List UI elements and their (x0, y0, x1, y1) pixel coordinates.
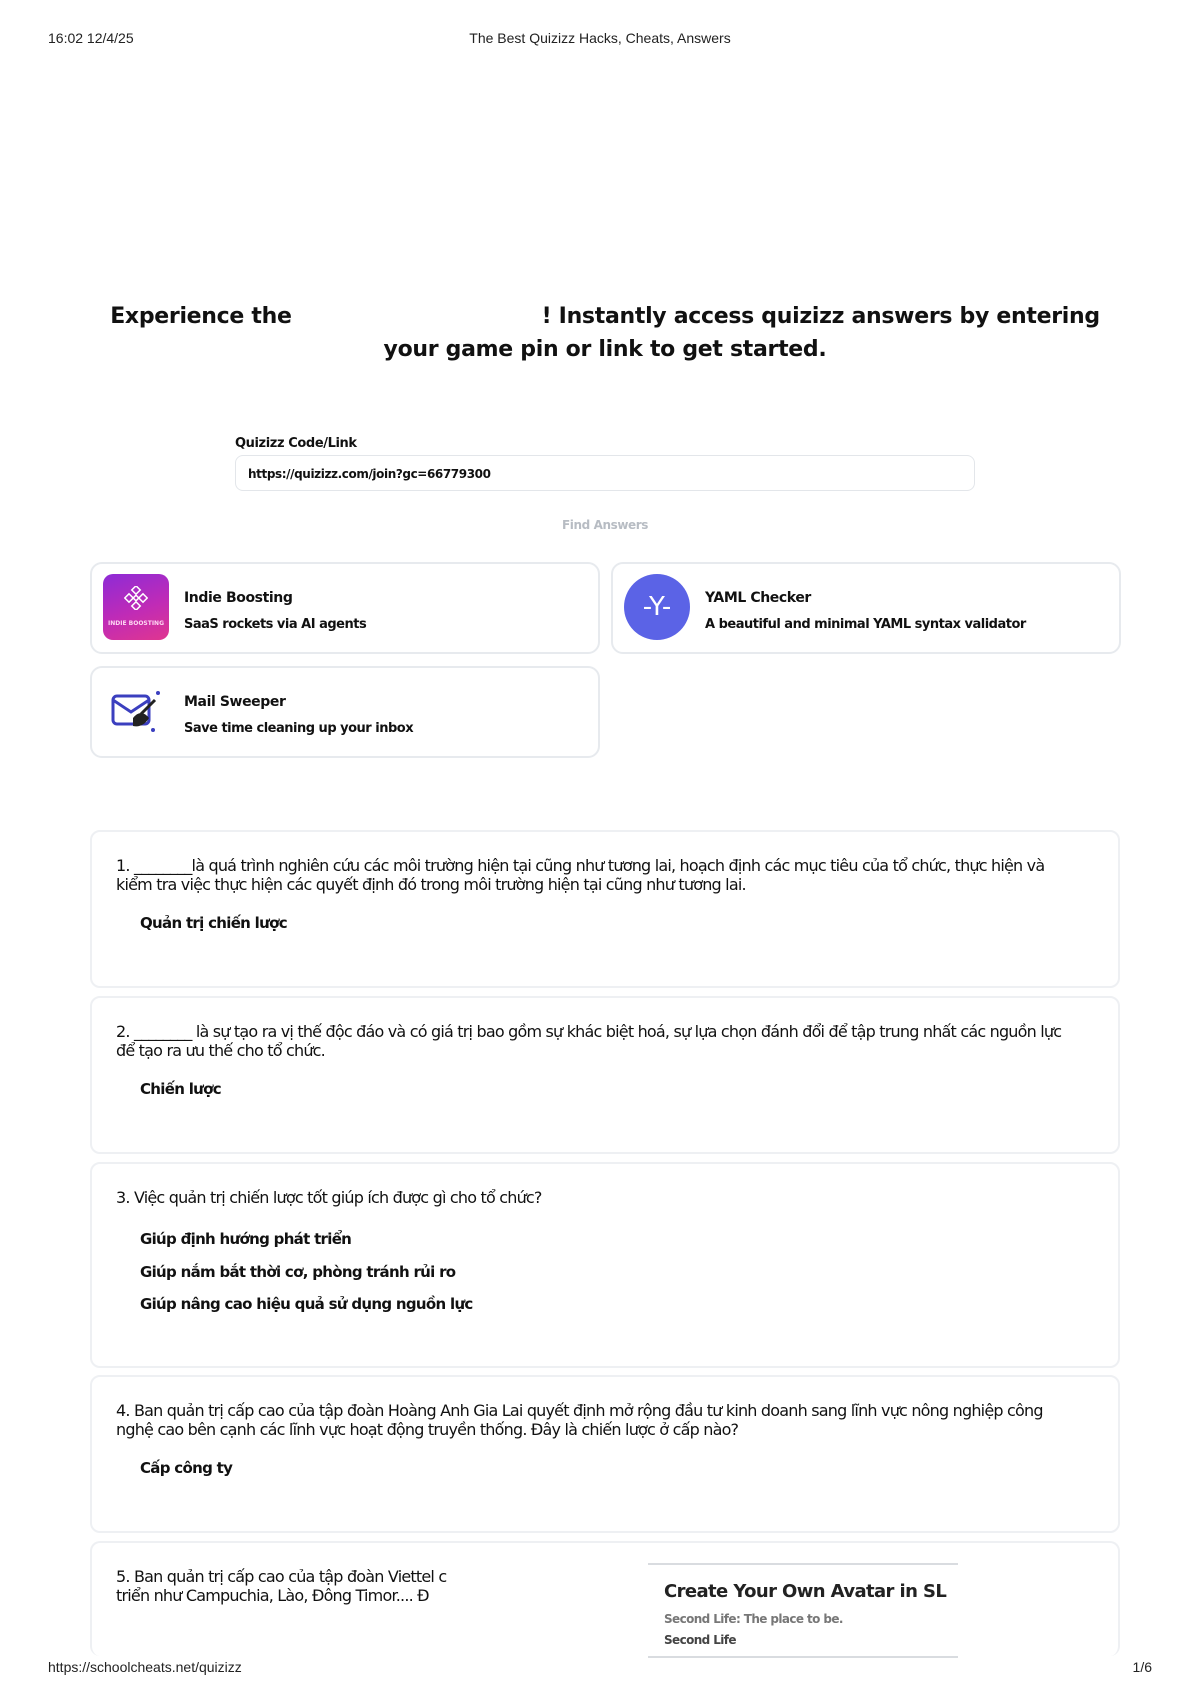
question-card (90, 830, 1120, 988)
print-datetime: 16:02 12/4/25 (48, 30, 134, 46)
find-answers-button[interactable]: Find Answers (561, 518, 649, 532)
diamond-pattern-icon (124, 586, 148, 610)
hero-text-end: ! Instantly access quizizz answers by entering your game pin or link to get started. (383, 304, 1100, 362)
promo-card-desc: A beautiful and minimal YAML syntax validator (705, 617, 1026, 632)
promo-card-desc: Save time cleaning up your inbox (184, 721, 414, 736)
promo-card-mail-sweeper[interactable] (90, 666, 600, 758)
print-page-number: 1/6 (1132, 1659, 1152, 1675)
question-text: 1. ________là quá trình nghiên cứu các môi trường hiện tại cũng như tương lai, hoạch định các mục tiêu của tổ chức, thực hiện và kiểm tra việc thực hiện các quyết định đó trong môi trường hiện tại cũng như tương lai. (116, 856, 1045, 894)
mail-sweeper-icon (103, 678, 169, 744)
indie-boosting-logo-icon (103, 574, 169, 640)
answer-text: Giúp định hướng phát triển (140, 1230, 352, 1248)
ad-description: Second Life: The place to be. (664, 1612, 843, 1626)
question-text: 2. ________ là sự tạo ra vị thế độc đáo và có giá trị bao gồm sự khác biệt hoá, sự lựa chọn đánh đổi để tập trung nhất các nguồn lực để tạo ra ưu thế cho tổ chức. (116, 1022, 1062, 1060)
answer-text: Giúp nâng cao hiệu quả sử dụng nguồn lực (140, 1295, 473, 1313)
indie-boosting-logo-text: INDIE BOOSTING (107, 620, 165, 627)
print-footer (48, 1659, 1152, 1679)
hero-text-start: Experience the (110, 304, 292, 329)
question-text: 4. Ban quản trị cấp cao của tập đoàn Hoàng Anh Gia Lai quyết định mở rộng đầu tư kinh doanh sang lĩnh vực nông nghiệp công nghệ cao bên cạnh các lĩnh vực hoạt động truyền thống. Đây là chiến lược ở cấp nào? (116, 1401, 1043, 1439)
answer-text: Giúp nắm bắt thời cơ, phòng tránh rủi ro (140, 1263, 456, 1281)
promo-card-yaml-checker[interactable] (611, 562, 1121, 654)
ad-title: Create Your Own Avatar in SL (664, 1581, 947, 1602)
print-header (48, 30, 1152, 50)
ad-source: Second Life (664, 1633, 736, 1647)
question-card (90, 1375, 1120, 1533)
ad-banner[interactable] (648, 1563, 958, 1658)
question-text: 5. Ban quản trị cấp cao của tập đoàn Viettel c triển như Campuchia, Lào, Đông Timor.... Đ (116, 1567, 447, 1605)
question-card (90, 1162, 1120, 1368)
print-url: https://schoolcheats.net/quizizz (48, 1659, 242, 1675)
answer-text: Quản trị chiến lược (140, 914, 287, 932)
promo-card-title: Indie Boosting (184, 590, 293, 606)
promo-card-title: YAML Checker (705, 590, 811, 606)
quizizz-form (235, 436, 975, 491)
question-card (90, 1541, 1120, 1656)
quizizz-code-label: Quizizz Code/Link (235, 436, 357, 451)
hero-heading (110, 300, 1100, 366)
answer-text: Cấp công ty (140, 1459, 233, 1477)
question-card (90, 996, 1120, 1154)
print-page-title: The Best Quizizz Hacks, Cheats, Answers (469, 30, 731, 46)
yaml-logo-icon: -Y- (624, 574, 690, 640)
quizizz-code-input[interactable]: https://quizizz.com/join?gc=66779300 (235, 455, 975, 491)
promo-card-desc: SaaS rockets via AI agents (184, 617, 367, 632)
promo-card-title: Mail Sweeper (184, 694, 286, 710)
promo-card-indie-boosting[interactable] (90, 562, 600, 654)
answer-text: Chiến lược (140, 1080, 221, 1098)
question-text: 3. Việc quản trị chiến lược tốt giúp ích được gì cho tổ chức? (116, 1188, 542, 1207)
